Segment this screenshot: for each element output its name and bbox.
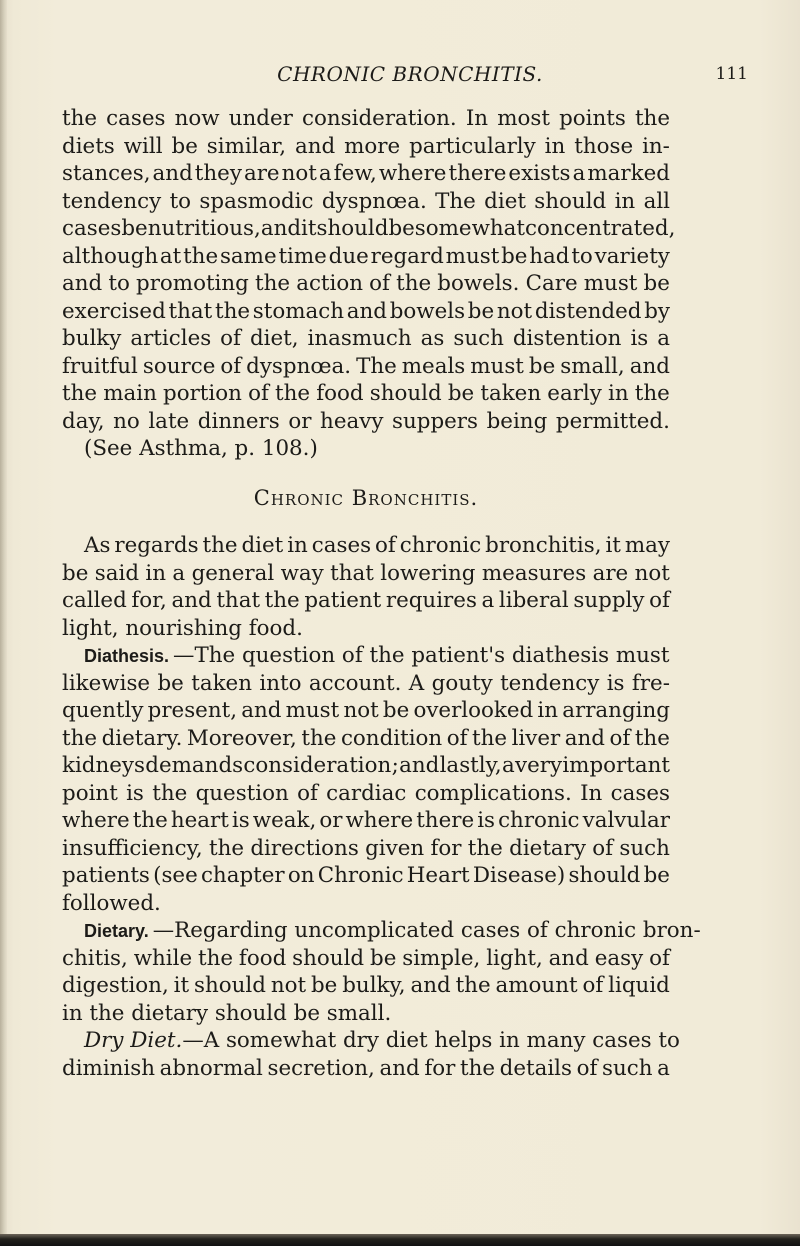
text-line: followed.	[62, 890, 161, 916]
text-line: although at the same time due regard must be had to variety	[62, 243, 670, 269]
text-line: As regards the diet in cases of chronic bronchitis, it may	[84, 533, 670, 558]
running-head	[60, 62, 760, 92]
page-spine-edge	[0, 0, 7, 1246]
diathesis-lines	[62, 670, 670, 918]
text-line: insufficiency, the directions given for the dietary of such	[62, 835, 670, 861]
text-line: called for, and that the patient requires a liberal supply of	[62, 588, 670, 613]
paragraph-asthma-diet	[62, 105, 676, 463]
text-line: kidneys demands consideration ; and lastly, a very important	[62, 753, 670, 778]
text-line: bulky articles of diet, inasmuch as such distention is a	[62, 326, 670, 351]
text-line: diets will be similar, and more particularly in those in-	[62, 133, 670, 159]
text-line: tendency to spasmodic dyspnœa. The diet should in all	[62, 188, 670, 214]
dietary-lead: Dietary.	[84, 921, 149, 941]
running-title: CHRONIC BRONCHITIS.	[277, 62, 543, 86]
body-text	[62, 105, 701, 1082]
text-line: and to promoting the action of the bowels. Care must be	[62, 271, 670, 296]
text-line: patients (see chapter on Chronic Heart Disease) should be	[62, 863, 670, 888]
text-line: stances, and they are not a few, where there exists a marked	[62, 161, 670, 186]
paragraph-diathesis	[62, 642, 670, 917]
text-line: chitis, while the food should be simple, light, and easy of	[62, 945, 670, 971]
text-line: likewise be taken into account. A gouty tendency is fre-	[62, 670, 670, 696]
text-line	[62, 917, 701, 945]
paragraph-dietary	[62, 917, 701, 1027]
text-line: exercised that the stomach and bowels be not distended by	[62, 298, 670, 324]
dietary-lines	[62, 945, 670, 1028]
diathesis-lead: Diathesis.	[84, 646, 170, 666]
page-bottom-edge	[0, 1234, 800, 1246]
text-line: fruitful source of dyspnœa. The meals must be small, and	[62, 353, 670, 379]
text-line: the cases now under consideration. In most points the	[62, 106, 670, 131]
section-heading: Chronic Bronchitis.	[253, 485, 479, 510]
text-line: point is the question of cardiac complications. In cases	[62, 780, 670, 806]
text-line: in the dietary should be small.	[62, 1000, 392, 1026]
page-number: 111	[715, 64, 748, 84]
text-line: diminish abnormal secretion, and for the details of such a	[62, 1055, 670, 1081]
paragraph-dry-diet	[62, 1027, 680, 1082]
text-line: light, nourishing food.	[62, 615, 303, 641]
text-line	[62, 1027, 680, 1055]
text-line: quently present, and must not be overlooked in arranging	[62, 698, 670, 723]
paragraph-chronic-bronchitis	[62, 532, 670, 642]
text-line: be said in a general way that lowering measures are not	[62, 560, 670, 586]
dry-diet-lead: Dry Diet.	[84, 1028, 183, 1053]
text-line: (See Asthma, p. 108.)	[84, 436, 318, 461]
text-line: digestion, it should not be bulky, and the amount of liquid	[62, 973, 670, 998]
text-line: cases be nutritious, and it should be somewhat concentrated,	[62, 216, 676, 241]
text-line	[62, 642, 670, 670]
diathesis-first-line: —The question of the patient's diathesis must	[173, 643, 670, 668]
dry-diet-lines	[62, 1055, 670, 1083]
dietary-first-line: —Regarding uncomplicated cases of chronic bron-	[152, 918, 701, 943]
text-line: where the heart is weak, or where there is chronic valvular	[62, 808, 670, 833]
dry-diet-first-line: —A somewhat dry diet helps in many cases to	[182, 1028, 680, 1053]
text-line: the dietary. Moreover, the condition of the liver and of the	[62, 725, 670, 751]
text-line: the main portion of the food should be taken early in the	[62, 381, 670, 406]
text-line: day, no late dinners or heavy suppers being permitted.	[62, 408, 670, 434]
